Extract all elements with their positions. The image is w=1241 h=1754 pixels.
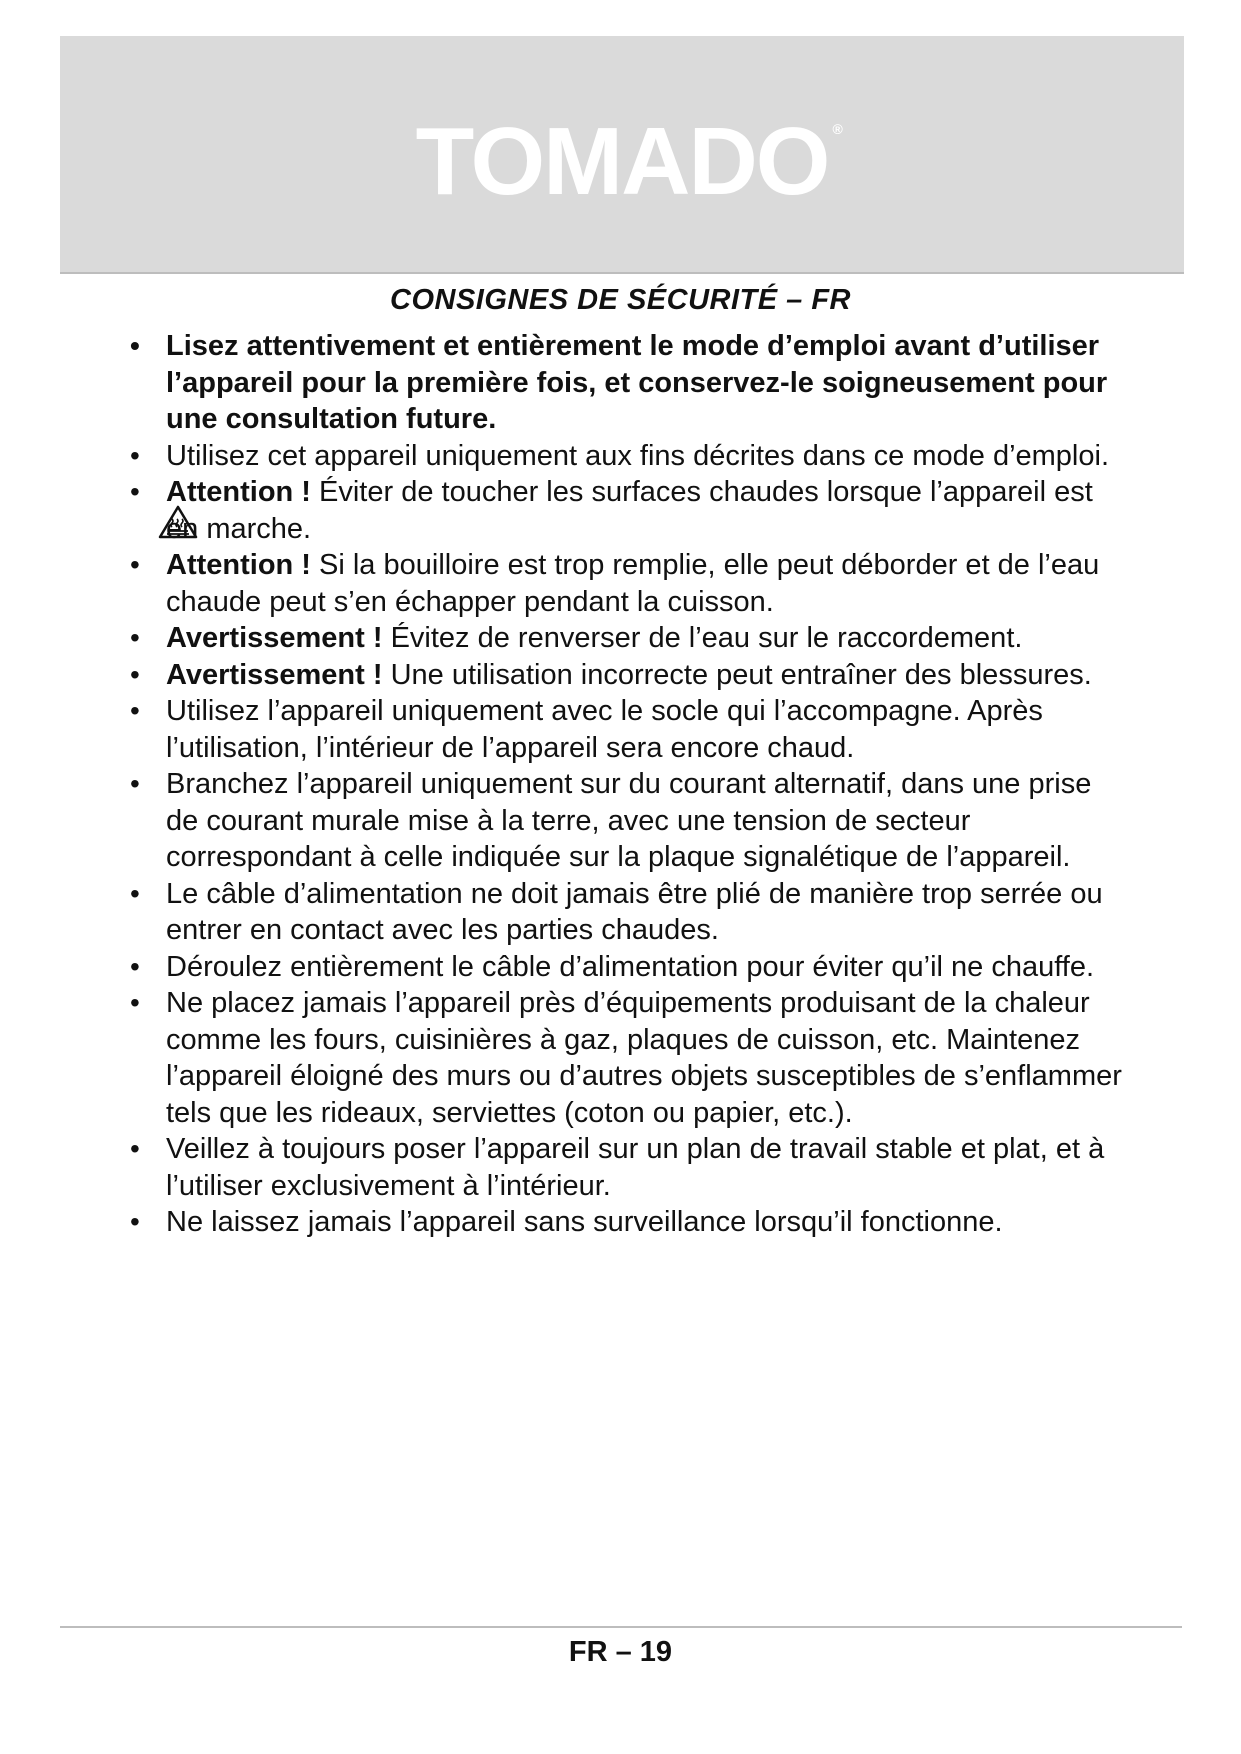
list-item: • Attention ! Si la bouilloire est trop remplie, elle peut déborder et de l’eau chaude peut s’en échapper pendant la cuisson.: [126, 547, 1126, 620]
list-item: • Veillez à toujours poser l’appareil sur un plan de travail stable et plat, et à l’utiliser exclusivement à l’intérieur.: [126, 1131, 1126, 1204]
page-number: FR – 19: [568, 1636, 673, 1668]
list-item: • Attention ! Éviter de toucher les surfaces chaudes lorsque l’appareil est en marche.: [126, 474, 1126, 547]
list-item: • Utilisez cet appareil uniquement aux fins décrites dans ce mode d’emploi.: [126, 438, 1126, 475]
section-title: CONSIGNES DE SÉCURITÉ – FR: [390, 284, 851, 316]
list-item: • Avertissement ! Évitez de renverser de l’eau sur le raccordement.: [126, 620, 1126, 657]
list-item: • Utilisez l’appareil uniquement avec le socle qui l’accompagne. Après l’utilisation, l’intérieur de l’appareil sera encore chaud.: [126, 693, 1126, 766]
brand-logo: TOMADO ®: [415, 108, 843, 215]
item-lead: Attention !: [166, 549, 311, 581]
item-lead: Avertissement !: [166, 622, 383, 654]
registered-mark: ®: [832, 121, 843, 137]
list-item: • Ne laissez jamais l’appareil sans surveillance lorsqu’il fonctionne.: [126, 1204, 1126, 1241]
safety-instructions-list: [126, 328, 1126, 1241]
footer-divider: [60, 1626, 1182, 1628]
list-item: • Déroulez entièrement le câble d’alimentation pour éviter qu’il ne chauffe.: [126, 949, 1126, 986]
header-banner: [60, 36, 1184, 274]
item-lead: Attention !: [166, 476, 311, 508]
list-item: • Ne placez jamais l’appareil près d’équipements produisant de la chaleur comme les fours, cuisinières à gaz, plaques de cuisson, etc. Maintenez l’appareil éloigné des murs ou d’autres objets susceptibles de s’enflammer tels que les rideaux, serviettes (coton ou papier, etc.).: [126, 985, 1126, 1131]
item-lead: Avertissement !: [166, 658, 383, 691]
list-item: • Lisez attentivement et entièrement le mode d’emploi avant d’utiliser l’appareil pour la première fois, et conservez-le soigneusement pour une consultation future.: [126, 328, 1126, 438]
list-item: • Avertissement ! Une utilisation incorrecte peut entraîner des blessures.: [126, 657, 1126, 694]
list-item: • Le câble d’alimentation ne doit jamais être plié de manière trop serrée ou entrer en contact avec les parties chaudes.: [126, 876, 1126, 949]
list-item: • Branchez l’appareil uniquement sur du courant alternatif, dans une prise de courant murale mise à la terre, avec une tension de secteur correspondant à celle indiquée sur la plaque signalétique de l’appareil.: [126, 766, 1126, 876]
hot-surface-warning-icon: [158, 505, 198, 539]
